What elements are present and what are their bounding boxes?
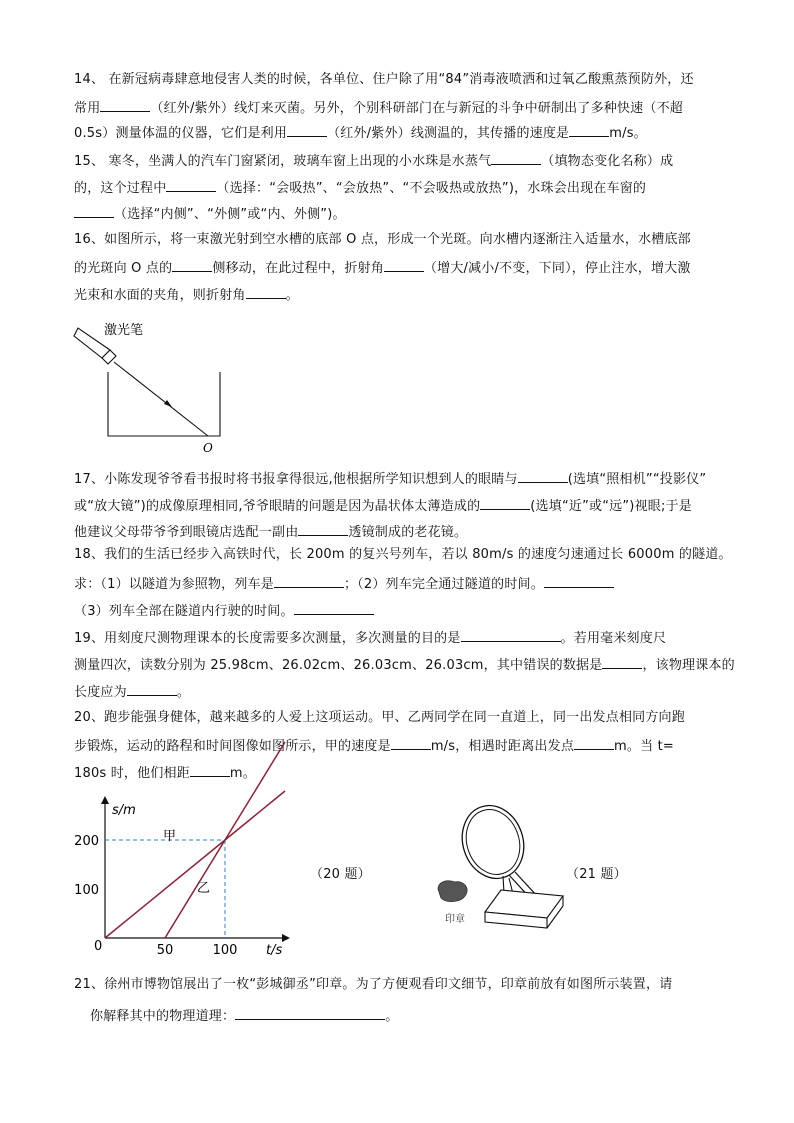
q20-line-1: 20、跑步能强身健体，越来越多的人爱上这项运动。甲、乙两同学在同一直道上，同一出发点相同方向跑 (74, 710, 685, 725)
q17-line-1: 17、小陈发现爷爷看书报时将书报拿得很远,他根据所学知识想到人的眼睛与 (选填“照相机”“投影仪” (74, 468, 706, 490)
point-o-label: O (203, 441, 213, 455)
stand-base-icon (485, 876, 563, 928)
y-tick-label: 200 (74, 834, 99, 849)
q18-line-3: （3）列车全部在隧道内行驶的时间。 (74, 600, 374, 622)
q16-line-2: 的光斑向 O 点的 侧移动，在此过程中，折射角 （增大/减小/不变，下同），停止注水，增大激 (74, 257, 691, 279)
x-tick-label: 50 (156, 943, 174, 958)
answer-blank[interactable] (190, 762, 230, 777)
figure-21-label: （21 题） (566, 867, 627, 882)
beam-arrow-icon (164, 400, 172, 407)
q20-line-3: 180s 时，他们相距 m。 (74, 762, 256, 784)
answer-blank[interactable] (287, 122, 327, 137)
answer-blank[interactable] (100, 97, 150, 112)
answer-blank[interactable] (569, 122, 609, 137)
q16-line-1: 16、如图所示，将一束激光射到空水槽的底部 O 点，形成一个光斑。向水槽内逐渐注入适量水，水槽底部 (74, 232, 691, 247)
figure-20-label: （20 题） (310, 867, 371, 882)
answer-blank[interactable] (74, 203, 114, 218)
q20-line-2: 步锻炼，运动的路程和时间图像如图所示，甲的速度是 m/s，相遇时距离出发点 m。当 t= (74, 735, 674, 757)
laser-pen-label: 激光笔 (104, 323, 144, 338)
x-tick-label: 100 (212, 943, 238, 958)
answer-blank[interactable] (246, 284, 286, 299)
distance-time-chart (60, 790, 300, 960)
q18-line-1: 18、我们的生活已经步入高铁时代，长 200m 的复兴号列车，若以 80m/s 的速度匀速通过长 6000m 的隧道。 (74, 547, 732, 562)
answer-blank[interactable] (518, 468, 568, 483)
seal-icon (438, 881, 467, 902)
q14-line-1: 14、 在新冠病毒肆意地侵害人类的时候，各单位、住户除了用“84”消毒液喷洒和过氧乙酸熏蒸预防外，还 (74, 72, 694, 87)
q15-line-3: （选择“内侧”、“外侧”或“内、外侧”)。 (74, 203, 346, 225)
answer-blank[interactable] (544, 573, 614, 588)
answer-blank[interactable] (294, 600, 374, 615)
y-axis-label: s/m (112, 803, 136, 818)
answer-blank[interactable] (166, 177, 216, 192)
laser-beam (114, 362, 208, 436)
answer-blank[interactable] (461, 627, 561, 642)
q14-line-2: 常用 （红外/紫外）线灯来灭菌。另外，个别科研部门在与新冠的斗争中研制出了多种快速（不超 (74, 97, 683, 119)
answer-blank[interactable] (127, 681, 177, 696)
answer-blank[interactable] (274, 573, 344, 588)
series-label-1: 甲 (163, 829, 177, 844)
x-axis-label: t/s (266, 943, 283, 958)
y-tick-label: 100 (74, 883, 99, 898)
q21-line-1: 21、徐州市博物馆展出了一枚“彭城御丞”印章。为了方便观看印文细节，印章前放有如图所示装置，请 (74, 977, 673, 992)
q15-line-2: 的，这个过程中 （选择：“会吸热”、“会放热”、“不会吸热或放热”)，水珠会出现在车窗的 (74, 177, 646, 199)
q14-line-3: 0.5s）测量体温的仪器，它们是利用 （红外/紫外）线测温的，其传播的速度是 m/s。 (74, 122, 647, 144)
q19-line-1: 19、用刻度尺测物理课本的长度需要多次测量，多次测量的目的是 。若用毫米刻度尺 (74, 627, 666, 649)
answer-blank[interactable] (391, 735, 431, 750)
q16-line-3: 光束和水面的夹角，则折射角 。 (74, 284, 299, 306)
seal-label: 印章 (445, 914, 465, 925)
q19-line-3: 长度应为 。 (74, 681, 190, 703)
answer-blank[interactable] (235, 1005, 385, 1020)
series-label-2: 乙 (197, 881, 211, 896)
answer-blank[interactable] (574, 735, 614, 750)
q17-line-2: 或“放大镜”)的成像原理相同,爷爷眼睛的问题是因为晶状体太薄造成的 (选填“近”或“远”)视眼;于是 (74, 495, 692, 517)
answer-blank[interactable] (384, 257, 424, 272)
q18-line-2: 求：（1）以隧道为参照物，列车是 ；（2）列车完全通过隧道的时间。 (74, 573, 614, 595)
q19-line-2: 测量四次，读数分别为 25.98cm、26.02cm、26.03cm、26.03cm，其中错误的数据是 ，该物理课本的 (74, 654, 735, 676)
magnifying-glass-icon (453, 798, 537, 899)
magnifier-seal-figure (425, 800, 575, 940)
q17-line-3: 他建议父母带爷爷到眼镜店选配一副由 透镜制成的老花镜。 (74, 521, 467, 543)
y-axis-arrow-icon (101, 796, 109, 804)
x-axis-arrow-icon (282, 934, 290, 942)
answer-blank[interactable] (172, 257, 212, 272)
answer-blank[interactable] (491, 150, 541, 165)
answer-blank[interactable] (480, 495, 530, 510)
laser-tank-figure (60, 312, 240, 462)
q15-line-1: 15、 寒冬，坐满人的汽车门窗紧闭，玻璃车窗上出现的小水珠是水蒸气 （填物态变化名称）成 (74, 150, 673, 172)
answer-blank[interactable] (602, 654, 642, 669)
origin-label: 0 (94, 939, 103, 954)
q21-line-2: 你解释其中的物理道理： 。 (90, 1005, 398, 1027)
answer-blank[interactable] (298, 521, 348, 536)
